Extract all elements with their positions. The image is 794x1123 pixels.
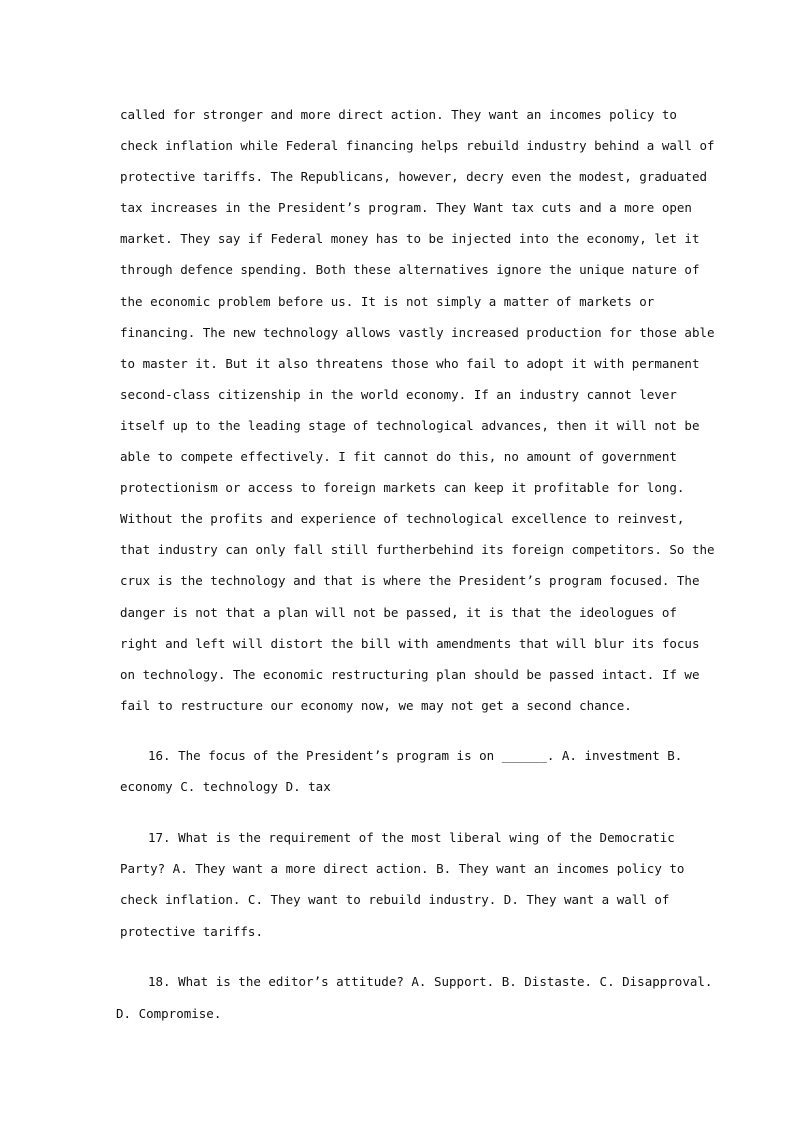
question-options: check inflation. C. They want to rebuild industry. D. They want a wall of bbox=[120, 892, 670, 908]
document-page bbox=[116, 99, 715, 1029]
question-stem: 16. The focus of the President’s program is on ______. A. investment B. bbox=[148, 747, 683, 763]
passage bbox=[120, 99, 715, 721]
question-18 bbox=[116, 966, 713, 1029]
passage-line: second-class citizenship in the world economy. If an industry cannot lever bbox=[120, 386, 677, 402]
question-16 bbox=[120, 740, 683, 803]
passage-line: tax increases in the President’s program. They Want tax cuts and a more open bbox=[120, 200, 692, 216]
question-stem: 18. What is the editor’s attitude? A. Support. B. Distaste. C. Disapproval. bbox=[148, 974, 713, 990]
passage-line: check inflation while Federal financing helps rebuild industry behind a wall of bbox=[120, 138, 715, 154]
passage-line: through defence spending. Both these alternatives ignore the unique nature of bbox=[120, 262, 700, 278]
passage-line: right and left will distort the bill with amendments that will blur its focus bbox=[120, 635, 700, 651]
passage-line: market. They say if Federal money has to be injected into the economy, let it bbox=[120, 231, 700, 247]
passage-line: able to compete effectively. I fit cannot do this, no amount of government bbox=[120, 449, 677, 465]
question-17 bbox=[120, 822, 685, 948]
passage-line: itself up to the leading stage of technological advances, then it will not be bbox=[120, 417, 700, 433]
passage-line: called for stronger and more direct action. They want an incomes policy to bbox=[120, 107, 677, 122]
passage-line: Without the profits and experience of technological excellence to reinvest, bbox=[120, 511, 685, 527]
passage-line: on technology. The economic restructuring plan should be passed intact. If we bbox=[120, 666, 700, 682]
question-options: protective tariffs. bbox=[120, 923, 263, 939]
passage-line: financing. The new technology allows vastly increased production for those able bbox=[120, 324, 715, 340]
passage-line: danger is not that a plan will not be passed, it is that the ideologues of bbox=[120, 604, 677, 620]
passage-line: to master it. But it also threatens those who fail to adopt it with permanent bbox=[120, 355, 700, 371]
question-stem: 17. What is the requirement of the most liberal wing of the Democratic bbox=[148, 829, 675, 845]
passage-line: the economic problem before us. It is not simply a matter of markets or bbox=[120, 293, 655, 309]
question-options: D. Compromise. bbox=[116, 1005, 222, 1021]
passage-line: protectionism or access to foreign markets can keep it profitable for long. bbox=[120, 480, 685, 496]
question-options: economy C. technology D. tax bbox=[120, 779, 331, 795]
passage-line: that industry can only fall still furtherbehind its foreign competitors. So the bbox=[120, 542, 715, 558]
passage-line: protective tariffs. The Republicans, however, decry even the modest, graduated bbox=[120, 169, 707, 185]
passage-line: fail to restructure our economy now, we may not get a second chance. bbox=[120, 697, 632, 713]
passage-line: crux is the technology and that is where the President’s program focused. The bbox=[120, 573, 700, 589]
question-options: Party? A. They want a more direct action. B. They want an incomes policy to bbox=[120, 861, 685, 877]
